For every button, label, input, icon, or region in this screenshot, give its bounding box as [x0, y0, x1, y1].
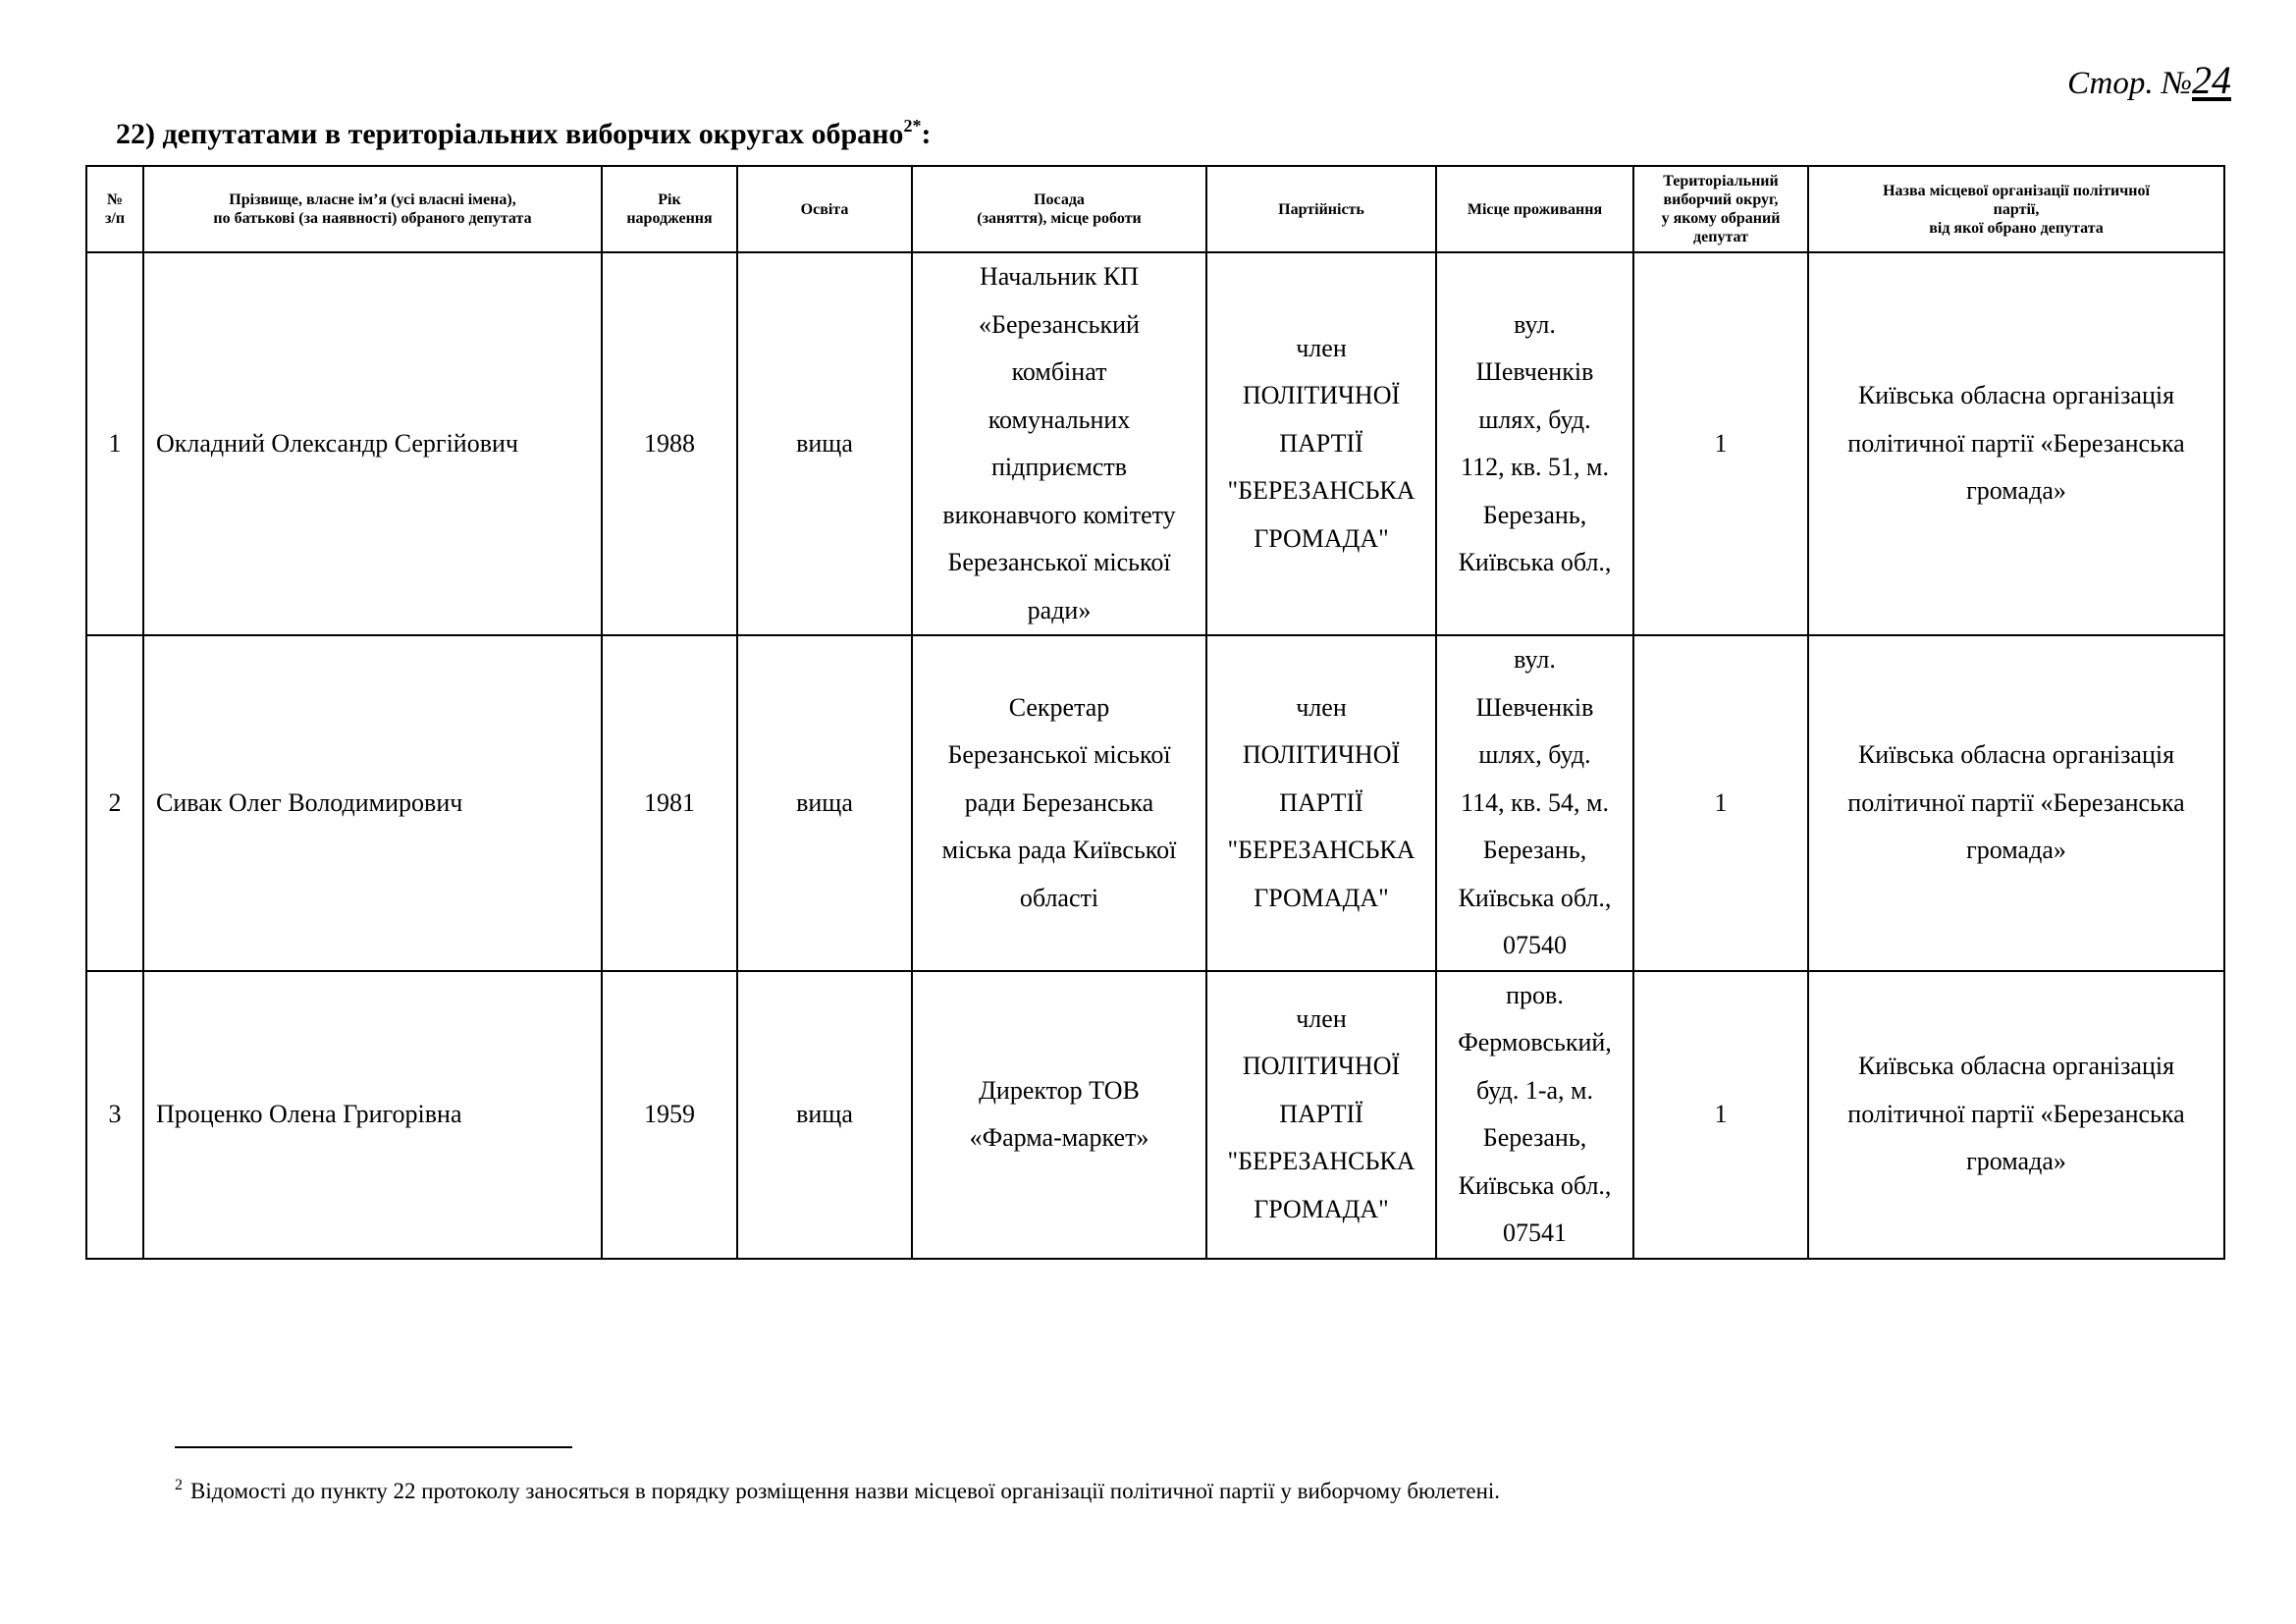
heading-suffix: : [921, 118, 932, 150]
cell-residence: пров. Фермовський, буд. 1-а, м. Березань, Київська обл., 07541 [1436, 971, 1633, 1259]
cell-party: член ПОЛІТИЧНОЇ ПАРТІЇ "БЕРЕЗАНСЬКА ГРОМАДА" [1206, 971, 1436, 1259]
footnote-mark: 2 [175, 1477, 183, 1493]
col-header-district: Територіальний виборчий округ, у якому обраний депутат [1633, 166, 1808, 252]
deputies-table [85, 165, 2225, 1260]
heading-footnote-ref: 2* [903, 116, 922, 135]
cell-organization: Київська обласна організація політичної партії «Березанська громада» [1808, 635, 2224, 971]
page-number-value: 24 [2192, 58, 2231, 102]
cell-birth-year: 1988 [602, 252, 737, 635]
cell-education: вища [737, 252, 912, 635]
cell-name: Сивак Олег Володимирович [143, 635, 602, 971]
cell-party: член ПОЛІТИЧНОЇ ПАРТІЇ "БЕРЕЗАНСЬКА ГРОМАДА" [1206, 635, 1436, 971]
footnote-divider [175, 1446, 572, 1448]
cell-number: 2 [86, 635, 143, 971]
cell-district: 1 [1633, 252, 1808, 635]
table-row [86, 252, 2224, 635]
cell-birth-year: 1959 [602, 971, 737, 1259]
footnote-text: Відомості до пункту 22 протоколу заносяться в порядку розміщення назви місцевої організації політичної партії у виборчому бюлетені. [190, 1479, 1501, 1503]
col-header-organization: Назва місцевої організації політичної партії, від якої обрано депутата [1808, 166, 2224, 252]
cell-position: Секретар Березанської міської ради Березанська міська рада Київської області [912, 635, 1206, 971]
page-number [2067, 57, 2231, 103]
col-header-number: № з/п [86, 166, 143, 252]
cell-position: Директор ТОВ «Фарма-маркет» [912, 971, 1206, 1259]
col-header-position: Посада (заняття), місце роботи [912, 166, 1206, 252]
cell-birth-year: 1981 [602, 635, 737, 971]
cell-district: 1 [1633, 635, 1808, 971]
cell-organization: Київська обласна організація політичної партії «Березанська громада» [1808, 971, 2224, 1259]
cell-education: вища [737, 971, 912, 1259]
table-header-row [86, 166, 2224, 252]
table-row [86, 971, 2224, 1259]
cell-residence: вул. Шевченків шлях, буд. 112, кв. 51, м. Березань, Київська обл., [1436, 252, 1633, 635]
cell-district: 1 [1633, 971, 1808, 1259]
table-row [86, 635, 2224, 971]
cell-organization: Київська обласна організація політичної партії «Березанська громада» [1808, 252, 2224, 635]
cell-residence: вул. Шевченків шлях, буд. 114, кв. 54, м. Березань, Київська обл., 07540 [1436, 635, 1633, 971]
cell-number: 3 [86, 971, 143, 1259]
cell-party: член ПОЛІТИЧНОЇ ПАРТІЇ "БЕРЕЗАНСЬКА ГРОМАДА" [1206, 252, 1436, 635]
cell-name: Проценко Олена Григорівна [143, 971, 602, 1259]
col-header-name: Прізвище, власне ім’я (усі власні імена), по батькові (за наявності) обраного депутата [143, 166, 602, 252]
col-header-birth-year: Рік народження [602, 166, 737, 252]
page-number-label: Стор. № [2067, 66, 2192, 101]
section-heading [116, 116, 931, 151]
footnote [175, 1477, 1500, 1504]
cell-education: вища [737, 635, 912, 971]
col-header-party: Партійність [1206, 166, 1436, 252]
cell-name: Окладний Олександр Сергійович [143, 252, 602, 635]
col-header-education: Освіта [737, 166, 912, 252]
col-header-residence: Місце проживання [1436, 166, 1633, 252]
cell-number: 1 [86, 252, 143, 635]
section-heading-text: 22) депутатами в територіальних виборчих округах обрано [116, 118, 904, 150]
cell-position: Начальник КП «Березанський комбінат комунальних підприємств виконавчого комітету Березанської міської ради» [912, 252, 1206, 635]
